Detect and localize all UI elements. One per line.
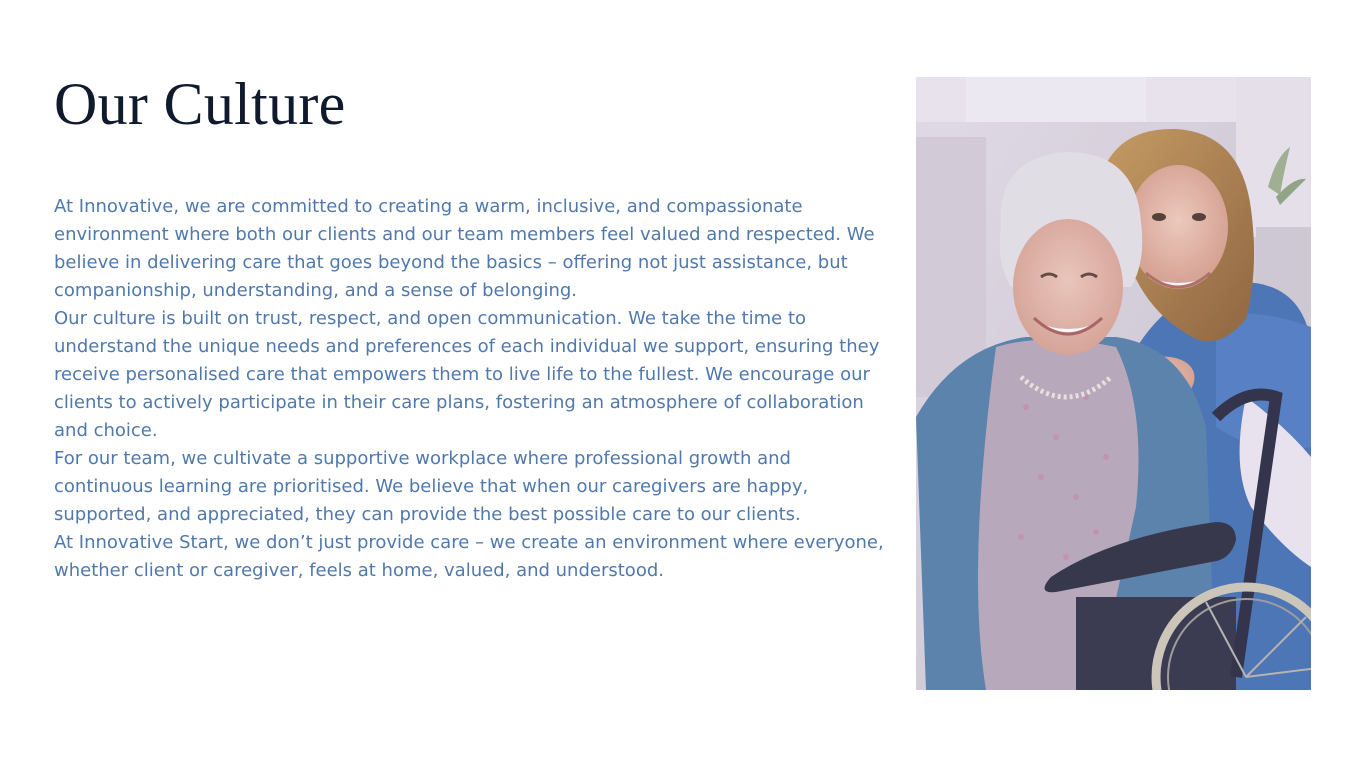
caregiver-photo: [916, 77, 1311, 690]
paragraph-intro: At Innovative, we are committed to creating a warm, inclusive, and compassionate environment where both our clients and our team members feel valued and respected. We believe in delivering care that goes beyond the basics – offering not just assistance, but companionship, understanding, and a sense of belonging.: [54, 196, 875, 301]
paragraph-team: For our team, we cultivate a supportive workplace where professional growth and continuous learning are prioritised. We believe that when our caregivers are happy, supported, and appreciated, they can provide the best possible care to our clients.: [54, 448, 809, 525]
page-title: Our Culture: [54, 71, 346, 137]
paragraph-closing: At Innovative Start, we don’t just provide care – we create an environment where everyone, whether client or caregiver, feels at home, valued, and understood.: [54, 532, 884, 581]
paragraph-culture: Our culture is built on trust, respect, and open communication. We take the time to understand the unique needs and preferences of each individual we support, ensuring they receive personalised care that empowers them to live life to the fullest. We encourage our clients to actively participate in their care plans, fostering an atmosphere of collaboration and choice.: [54, 308, 880, 441]
body-copy: [54, 193, 884, 585]
culture-section: [54, 68, 884, 585]
